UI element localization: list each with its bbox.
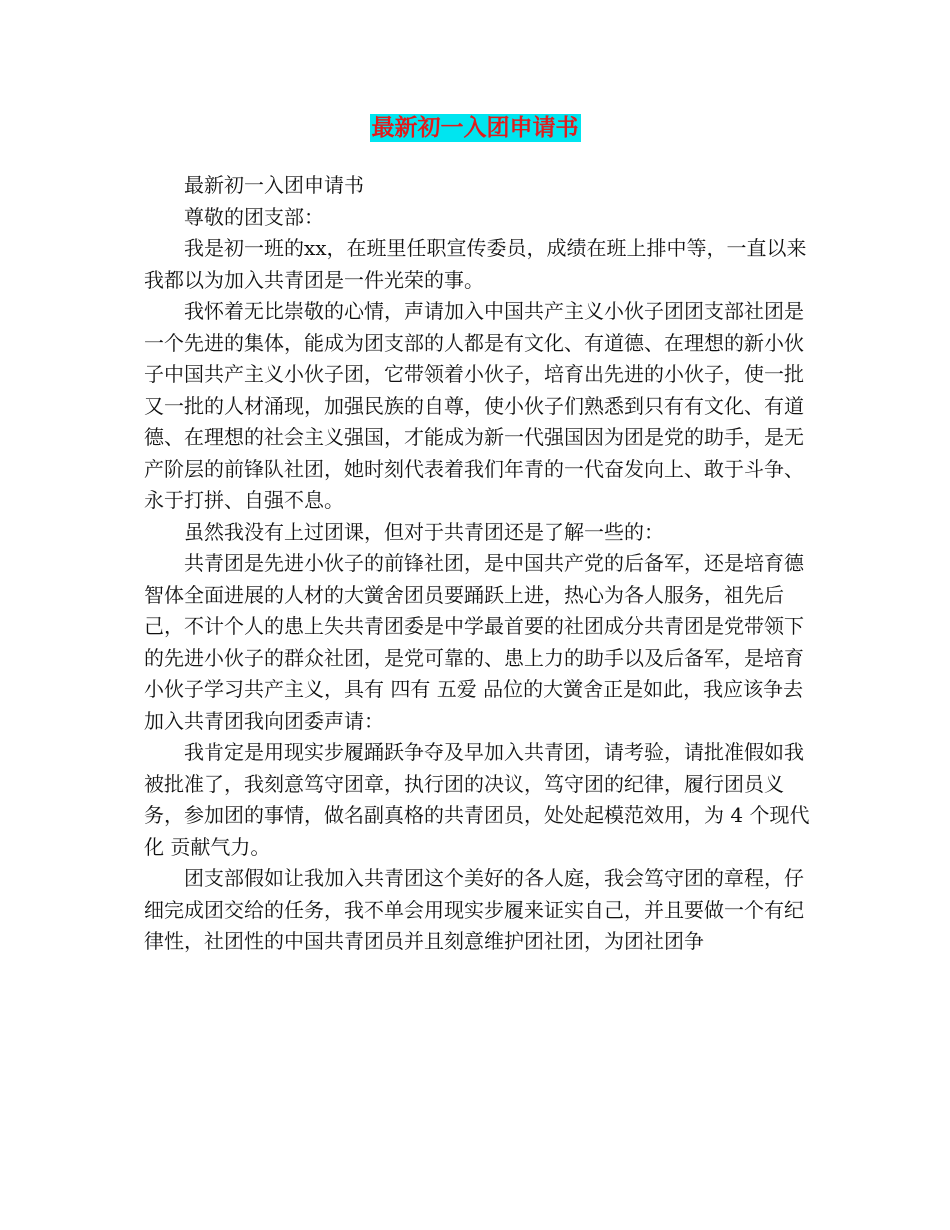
paragraph-commitment: 我肯定是用现实步履踊跃争夺及早加入共青团，请考验，请批准假如我被批准了，我刻意笃守团章，执行团的决议，笃守团的纪律，履行团员义务，参加团的事情，做名副真格的共青团员，处处起模范效用，为 4 个现代化 贡献气力。 (144, 740, 810, 859)
paragraph-salutation: 尊敬的团支部： (184, 204, 324, 229)
paragraph-promise: 团支部假如让我加入共青团这个美好的各人庭，我会笃守团的章程，仔细完成团交给的任务，我不单会用现实步履来证实自己，并且要做一个有纪律性，社团性的中国共青团员并且刻意维护团社团，为团社团争 (144, 866, 804, 953)
paragraph-understanding-intro: 虽然我没有上过团课，但对于共青团还是了解一些的： (184, 519, 664, 544)
paragraph-heading-repeat: 最新初一入团申请书 (184, 173, 364, 197)
paragraph-motivation: 我怀着无比崇敬的心情，声请加入中国共产主义小伙子团团支部社团是一个先进的集体，能成为团支部的人都是有文化、有道德、在理想的新小伙子中国共产主义小伙子团，它带领着小伙子，培育出先进的小伙子，使一批又一批的人材涌现，加强民族的自尊，使小伙子们熟悉到只有有文化、有道德、在理想的社会主义强国，才能成为新一代强国因为团是党的助手，是无产阶层的前锋队社团，她时刻代表着我们年青的一代奋发向上、敢于斗争、永于打拼、自强不息。 (144, 299, 804, 512)
paragraph-about-league: 共青团是先进小伙子的前锋社团，是中国共产党的后备军，还是培育德智体全面进展的人材的大黉舍团员要踊跃上进，热心为各人服务，祖先后己，不计个人的患上失共青团委是中学最首要的社团成分共青团是党带领下的先进小伙子的群众社团，是党可靠的、患上力的助手以及后备军，是培育小伙子学习共产主义，具有 四有 五爱 品位的大黉舍正是如此，我应该争去加入共青团我向团委声请： (144, 551, 804, 733)
document-title: 最新初一入团申请书 (371, 115, 579, 141)
paragraph-introduction: 我是初一班的xx，在班里任职宣传委员，成绩在班上排中等，一直以来我都以为加入共青团是一件光荣的事。 (144, 236, 807, 292)
document-body (144, 170, 819, 958)
title-container (0, 114, 950, 142)
